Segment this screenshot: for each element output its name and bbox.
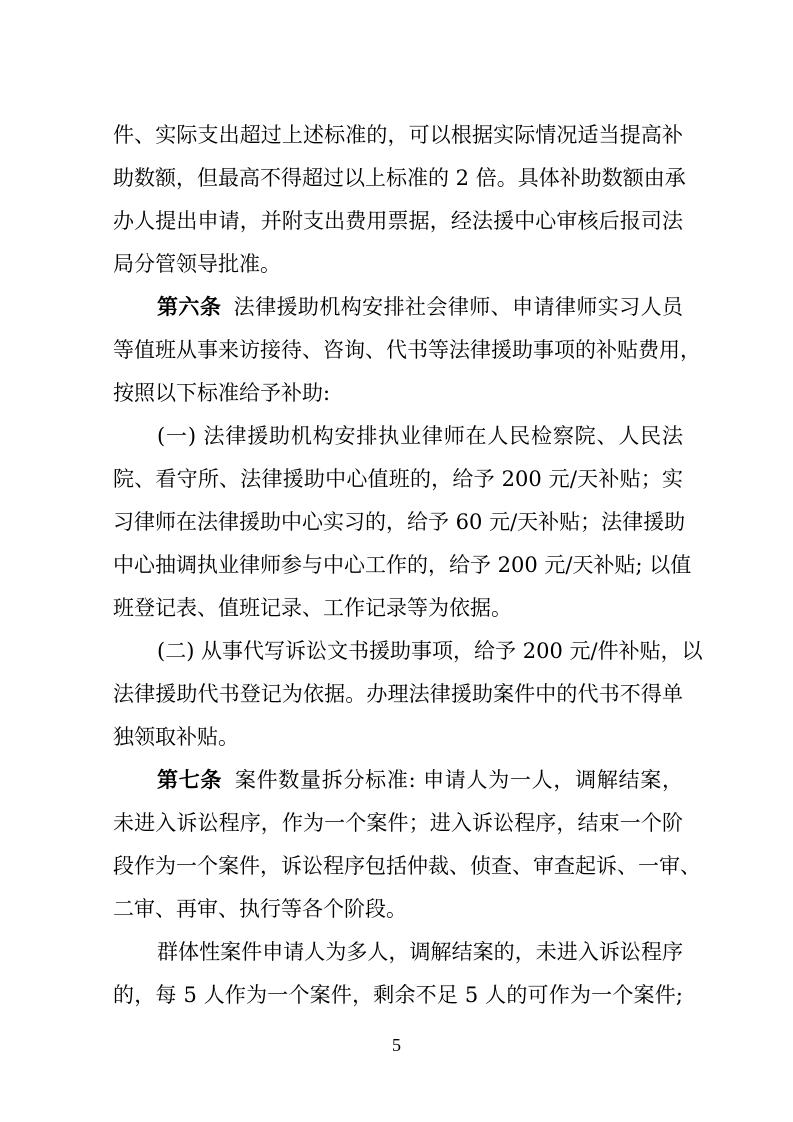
body-text-line: 未进入诉讼程序，作为一个案件；进入诉讼程序，结束一个阶 — [113, 811, 683, 835]
body-text-line: 习律师在法律援助中心实习的，给予 60 元/天补贴；法律援助 — [113, 510, 686, 534]
body-text-line: 中心抽调执业律师参与中心工作的，给予 200 元/天补贴; 以值 — [113, 553, 692, 577]
article-heading: 第六条 — [157, 294, 222, 319]
body-text-line: 助数额，但最高不得超过以上标准的 2 倍。具体补助数额由承 — [113, 166, 686, 190]
body-text-line: 的，每 5 人作为一个案件，剩余不足 5 人的可作为一个案件; — [113, 983, 683, 1007]
list-item-two-first-line: (二) 从事代写诉讼文书援助事项，给予 200 元/件补贴，以 — [157, 639, 703, 663]
body-text-line: 按照以下标准给予补助: — [113, 381, 331, 405]
article-six-first-line — [157, 293, 683, 321]
body-text-line: 段作为一个案件，诉讼程序包括仲裁、侦查、审查起诉、一审、 — [113, 854, 701, 878]
body-text-line: 案件数量拆分标准: 申请人为一人，调解结案， — [234, 768, 683, 792]
body-text-line: 院、看守所、法律援助中心值班的，给予 200 元/天补贴；实 — [113, 467, 683, 491]
body-text-line: 法律援助代书登记为依据。办理法律援助案件中的代书不得单 — [113, 682, 683, 706]
body-text-line: 法律援助机构安排社会律师、申请律师实习人员 — [233, 295, 683, 319]
body-text-line: 群体性案件申请人为多人，调解结案的，未进入诉讼程序 — [157, 940, 683, 964]
body-text-line: 二审、再审、执行等各个阶段。 — [113, 897, 407, 921]
list-item-one-first-line: (一) 法律援助机构安排执业律师在人民检察院、人民法 — [157, 424, 683, 448]
body-text-line: 独领取补贴。 — [113, 725, 239, 749]
body-text-line: 局分管领导批准。 — [113, 252, 281, 276]
body-text-line: 办人提出申请，并附支出费用票据，经法援中心审核后报司法 — [113, 209, 683, 233]
body-text-line: 等值班从事来访接待、咨询、代书等法律援助事项的补贴费用， — [113, 338, 701, 362]
article-heading: 第七条 — [157, 767, 223, 792]
page-number: 5 — [392, 1035, 401, 1055]
body-text-line: 件、实际支出超过上述标准的，可以根据实际情况适当提高补 — [113, 123, 683, 147]
body-text-line: 班登记表、值班记录、工作记录等为依据。 — [113, 596, 512, 620]
article-seven-first-line — [157, 766, 683, 794]
